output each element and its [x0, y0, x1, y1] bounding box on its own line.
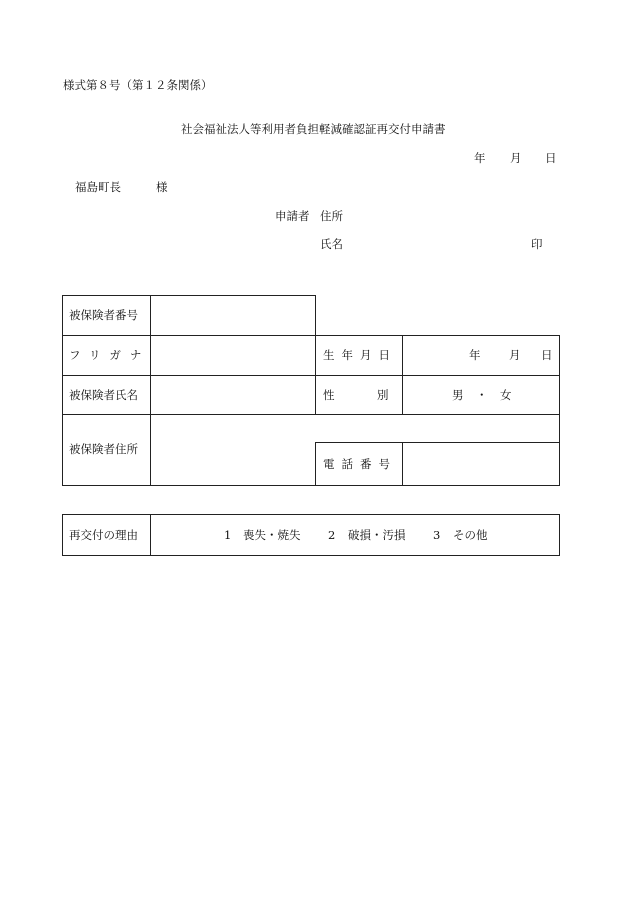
reason-label-cell [62, 514, 151, 556]
birth-date-field[interactable] [402, 335, 560, 376]
insured-number-label-cell [62, 295, 151, 336]
date-month-label: 月 [510, 151, 522, 165]
reason-label: 再交付の理由 [69, 528, 138, 542]
addressee-honorific: 様 [156, 180, 168, 194]
gender-field[interactable] [402, 375, 560, 415]
reason-option-lost[interactable]: 喪失・焼失 [243, 528, 301, 542]
addressee-name: 福島町長 [75, 180, 121, 194]
gender-label-part1: 性 [323, 388, 335, 402]
insured-address-field[interactable] [150, 414, 560, 443]
form-number: 様式第８号（第１２条関係） [63, 78, 213, 92]
furigana-label: フリガナ [69, 348, 151, 362]
insured-address-label: 被保険者住所 [69, 442, 138, 456]
insured-name-label-cell [62, 375, 151, 415]
phone-field[interactable] [402, 442, 560, 486]
gender-label-part2: 別 [377, 388, 389, 402]
reason-option-2-number: 2 [328, 528, 336, 542]
applicant-name-label: 氏名 [320, 237, 343, 251]
phone-label: 電話番号 [323, 457, 397, 471]
reason-option-other[interactable]: その他 [453, 528, 488, 542]
gender-label-cell [315, 375, 403, 415]
birth-date-label-cell [315, 335, 403, 376]
form-title: 社会福祉法人等利用者負担軽減確認証再交付申請書 [181, 122, 446, 136]
gender-separator: ・ [476, 388, 488, 402]
date-day-label: 日 [545, 151, 557, 165]
reason-option-3-number: 3 [433, 528, 441, 542]
seal-mark: 印 [531, 237, 543, 251]
reason-option-damaged[interactable]: 破損・汚損 [348, 528, 406, 542]
date-year-label: 年 [474, 151, 486, 165]
insured-number-label: 被保険者番号 [69, 308, 138, 322]
phone-label-cell [315, 442, 403, 486]
applicant-address-label: 住所 [320, 209, 343, 223]
insured-address-label-cell [62, 414, 151, 486]
insured-name-label: 被保険者氏名 [69, 388, 138, 402]
furigana-field[interactable] [150, 335, 316, 376]
birth-year-label: 年 [469, 348, 481, 362]
birth-date-label: 生年月日 [323, 348, 397, 362]
insured-name-field[interactable] [150, 375, 316, 415]
gender-female-option[interactable]: 女 [500, 388, 512, 402]
reason-option-1-number: 1 [224, 528, 232, 542]
birth-day-label: 日 [541, 348, 553, 362]
reason-options-cell [150, 514, 560, 556]
applicant-label: 申請者 [275, 209, 310, 223]
insured-address-field-lower[interactable] [150, 442, 316, 486]
furigana-label-cell [62, 335, 151, 376]
birth-month-label: 月 [509, 348, 521, 362]
insured-number-field[interactable] [150, 295, 316, 336]
gender-male-option[interactable]: 男 [452, 388, 464, 402]
